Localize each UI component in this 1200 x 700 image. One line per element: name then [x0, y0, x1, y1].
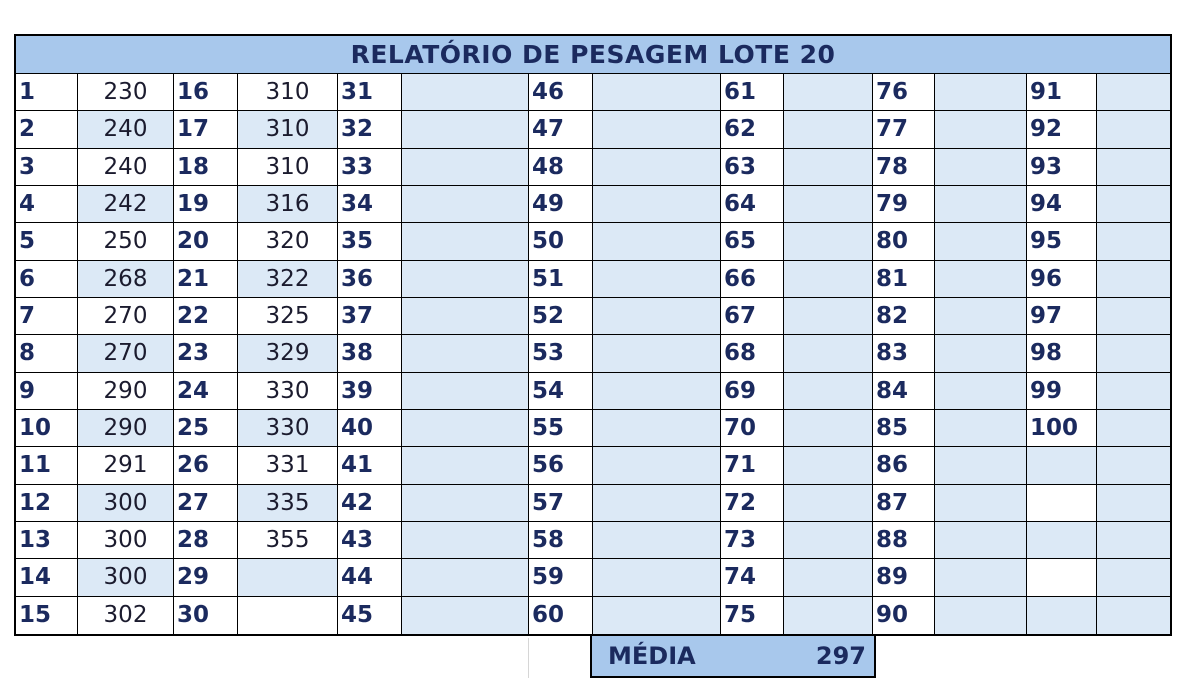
animal-number-cell: 64 — [721, 186, 784, 223]
weight-cell — [1097, 410, 1170, 447]
weight-cell — [935, 223, 1027, 260]
animal-number-cell: 46 — [529, 74, 593, 111]
animal-number-cell: 66 — [721, 261, 784, 298]
animal-number-cell: 96 — [1027, 261, 1097, 298]
weight-cell — [402, 410, 529, 447]
weight-cell — [784, 447, 873, 484]
weight-cell: 330 — [238, 410, 338, 447]
weight-cell — [935, 74, 1027, 111]
weight-cell — [784, 74, 873, 111]
animal-number-cell: 61 — [721, 74, 784, 111]
animal-number-cell: 12 — [16, 485, 78, 522]
animal-number-cell: 45 — [338, 597, 402, 634]
report-title: RELATÓRIO DE PESAGEM LOTE 20 — [16, 36, 1170, 74]
weight-cell — [1097, 186, 1170, 223]
weight-cell — [593, 186, 721, 223]
weight-cell: 331 — [238, 447, 338, 484]
weight-cell — [1097, 597, 1170, 634]
weight-cell: 355 — [238, 522, 338, 559]
weight-cell — [784, 149, 873, 186]
animal-number-cell: 5 — [16, 223, 78, 260]
animal-number-cell: 47 — [529, 111, 593, 148]
weight-cell: 310 — [238, 111, 338, 148]
animal-number-cell: 81 — [873, 261, 935, 298]
animal-number-cell: 26 — [174, 447, 238, 484]
weight-cell — [593, 335, 721, 372]
animal-number-cell: 3 — [16, 149, 78, 186]
animal-number-cell: 21 — [174, 261, 238, 298]
weight-cell — [593, 74, 721, 111]
weight-cell — [784, 485, 873, 522]
weight-cell — [935, 111, 1027, 148]
animal-number-cell: 89 — [873, 559, 935, 596]
weight-cell — [935, 335, 1027, 372]
animal-number-cell: 88 — [873, 522, 935, 559]
animal-number-cell: 9 — [16, 373, 78, 410]
weight-cell — [1097, 522, 1170, 559]
weight-cell — [593, 223, 721, 260]
weight-cell — [784, 335, 873, 372]
animal-number-cell: 37 — [338, 298, 402, 335]
animal-number-cell: 54 — [529, 373, 593, 410]
weight-cell — [935, 261, 1027, 298]
weight-cell — [402, 559, 529, 596]
animal-number-cell — [1027, 447, 1097, 484]
animal-number-cell: 25 — [174, 410, 238, 447]
weight-cell: 270 — [78, 335, 174, 372]
weight-cell — [402, 261, 529, 298]
weight-cell: 240 — [78, 111, 174, 148]
weight-cell — [1097, 223, 1170, 260]
weight-cell: 300 — [78, 559, 174, 596]
animal-number-cell — [1027, 559, 1097, 596]
animal-number-cell: 32 — [338, 111, 402, 148]
animal-number-cell: 17 — [174, 111, 238, 148]
animal-number-cell: 99 — [1027, 373, 1097, 410]
average-box — [590, 636, 876, 678]
animal-number-cell: 48 — [529, 149, 593, 186]
weight-cell: 320 — [238, 223, 338, 260]
weight-cell — [593, 447, 721, 484]
weight-cell — [784, 261, 873, 298]
animal-number-cell: 63 — [721, 149, 784, 186]
animal-number-cell: 79 — [873, 186, 935, 223]
animal-number-cell: 70 — [721, 410, 784, 447]
animal-number-cell: 93 — [1027, 149, 1097, 186]
weight-cell: 300 — [78, 485, 174, 522]
animal-number-cell: 55 — [529, 410, 593, 447]
animal-number-cell: 40 — [338, 410, 402, 447]
animal-number-cell: 77 — [873, 111, 935, 148]
animal-number-cell: 39 — [338, 373, 402, 410]
weight-cell — [402, 298, 529, 335]
weight-cell — [238, 597, 338, 634]
weight-cell — [593, 111, 721, 148]
average-value: 297 — [815, 642, 866, 670]
animal-number-cell: 43 — [338, 522, 402, 559]
animal-number-cell: 86 — [873, 447, 935, 484]
weight-cell — [935, 186, 1027, 223]
divider — [528, 638, 529, 678]
weight-cell — [593, 298, 721, 335]
weight-cell — [935, 447, 1027, 484]
weight-cell — [402, 447, 529, 484]
weight-cell — [1097, 335, 1170, 372]
animal-number-cell: 84 — [873, 373, 935, 410]
weight-cell: 302 — [78, 597, 174, 634]
weight-cell: 250 — [78, 223, 174, 260]
weight-cell: 335 — [238, 485, 338, 522]
weight-cell: 329 — [238, 335, 338, 372]
animal-number-cell: 34 — [338, 186, 402, 223]
weight-cell — [1097, 447, 1170, 484]
animal-number-cell: 83 — [873, 335, 935, 372]
weight-cell: 300 — [78, 522, 174, 559]
weight-cell — [935, 559, 1027, 596]
animal-number-cell: 28 — [174, 522, 238, 559]
animal-number-cell: 74 — [721, 559, 784, 596]
weight-cell — [784, 223, 873, 260]
weight-cell — [593, 485, 721, 522]
weight-cell — [593, 149, 721, 186]
weight-cell — [402, 522, 529, 559]
animal-number-cell: 29 — [174, 559, 238, 596]
animal-number-cell: 59 — [529, 559, 593, 596]
animal-number-cell: 27 — [174, 485, 238, 522]
weight-cell — [593, 522, 721, 559]
weight-cell — [935, 410, 1027, 447]
weight-cell — [935, 149, 1027, 186]
weight-cell: 322 — [238, 261, 338, 298]
weight-cell — [593, 373, 721, 410]
animal-number-cell: 44 — [338, 559, 402, 596]
weight-cell — [402, 485, 529, 522]
weight-cell — [1097, 485, 1170, 522]
weight-cell — [1097, 111, 1170, 148]
weight-cell — [1097, 261, 1170, 298]
animal-number-cell: 50 — [529, 223, 593, 260]
weight-cell — [402, 186, 529, 223]
animal-number-cell: 10 — [16, 410, 78, 447]
animal-number-cell: 31 — [338, 74, 402, 111]
animal-number-cell: 4 — [16, 186, 78, 223]
weight-cell: 242 — [78, 186, 174, 223]
weight-cell — [784, 373, 873, 410]
animal-number-cell: 35 — [338, 223, 402, 260]
animal-number-cell: 67 — [721, 298, 784, 335]
animal-number-cell: 60 — [529, 597, 593, 634]
average-label: MÉDIA — [608, 642, 696, 670]
weight-cell — [402, 373, 529, 410]
animal-number-cell: 36 — [338, 261, 402, 298]
animal-number-cell: 90 — [873, 597, 935, 634]
animal-number-cell — [1027, 597, 1097, 634]
animal-number-cell: 71 — [721, 447, 784, 484]
weight-cell — [593, 597, 721, 634]
animal-number-cell: 51 — [529, 261, 593, 298]
weight-cell: 268 — [78, 261, 174, 298]
animal-number-cell: 15 — [16, 597, 78, 634]
weight-cell — [1097, 298, 1170, 335]
animal-number-cell: 1 — [16, 74, 78, 111]
weight-cell — [593, 559, 721, 596]
animal-number-cell: 11 — [16, 447, 78, 484]
animal-number-cell: 33 — [338, 149, 402, 186]
animal-number-cell: 76 — [873, 74, 935, 111]
animal-number-cell — [1027, 485, 1097, 522]
weight-cell — [935, 373, 1027, 410]
weight-cell — [784, 410, 873, 447]
animal-number-cell: 87 — [873, 485, 935, 522]
weight-cell — [1097, 149, 1170, 186]
weight-cell: 290 — [78, 373, 174, 410]
animal-number-cell: 98 — [1027, 335, 1097, 372]
weight-cell — [402, 74, 529, 111]
weighing-report-table — [14, 34, 1172, 636]
animal-number-cell: 14 — [16, 559, 78, 596]
animal-number-cell: 53 — [529, 335, 593, 372]
weight-cell: 290 — [78, 410, 174, 447]
weight-cell — [593, 410, 721, 447]
animal-number-cell: 16 — [174, 74, 238, 111]
animal-number-cell: 6 — [16, 261, 78, 298]
animal-number-cell: 82 — [873, 298, 935, 335]
animal-number-cell: 78 — [873, 149, 935, 186]
animal-number-cell: 20 — [174, 223, 238, 260]
weight-cell — [784, 597, 873, 634]
weight-cell — [238, 559, 338, 596]
weight-cell: 316 — [238, 186, 338, 223]
animal-number-cell: 24 — [174, 373, 238, 410]
animal-number-cell: 19 — [174, 186, 238, 223]
weight-cell — [402, 111, 529, 148]
weight-cell: 330 — [238, 373, 338, 410]
animal-number-cell: 100 — [1027, 410, 1097, 447]
animal-number-cell: 30 — [174, 597, 238, 634]
weight-cell — [935, 485, 1027, 522]
weight-cell: 310 — [238, 74, 338, 111]
animal-number-cell: 7 — [16, 298, 78, 335]
weight-cell: 325 — [238, 298, 338, 335]
animal-number-cell: 62 — [721, 111, 784, 148]
weight-cell — [402, 149, 529, 186]
weight-cell — [784, 298, 873, 335]
weight-cell — [1097, 559, 1170, 596]
weight-cell — [402, 335, 529, 372]
animal-number-cell: 68 — [721, 335, 784, 372]
weight-cell — [402, 223, 529, 260]
animal-number-cell: 69 — [721, 373, 784, 410]
animal-number-cell: 41 — [338, 447, 402, 484]
animal-number-cell: 52 — [529, 298, 593, 335]
weight-cell — [1097, 373, 1170, 410]
weight-cell: 240 — [78, 149, 174, 186]
animal-number-cell: 97 — [1027, 298, 1097, 335]
animal-number-cell: 73 — [721, 522, 784, 559]
weight-cell — [402, 597, 529, 634]
animal-number-cell: 23 — [174, 335, 238, 372]
animal-number-cell: 80 — [873, 223, 935, 260]
weight-cell: 310 — [238, 149, 338, 186]
weight-cell: 270 — [78, 298, 174, 335]
animal-number-cell: 42 — [338, 485, 402, 522]
weight-cell: 291 — [78, 447, 174, 484]
animal-number-cell: 92 — [1027, 111, 1097, 148]
weight-cell — [935, 522, 1027, 559]
animal-number-cell: 72 — [721, 485, 784, 522]
animal-number-cell: 57 — [529, 485, 593, 522]
animal-number-cell: 22 — [174, 298, 238, 335]
animal-number-cell: 91 — [1027, 74, 1097, 111]
animal-number-cell: 75 — [721, 597, 784, 634]
animal-number-cell: 38 — [338, 335, 402, 372]
animal-number-cell: 95 — [1027, 223, 1097, 260]
weight-cell — [935, 597, 1027, 634]
animal-number-cell — [1027, 522, 1097, 559]
weight-cell — [935, 298, 1027, 335]
weight-cell — [784, 111, 873, 148]
animal-number-cell: 85 — [873, 410, 935, 447]
animal-number-cell: 56 — [529, 447, 593, 484]
weights-grid — [16, 74, 1170, 634]
weight-cell — [784, 522, 873, 559]
animal-number-cell: 65 — [721, 223, 784, 260]
weight-cell — [1097, 74, 1170, 111]
weight-cell — [784, 559, 873, 596]
animal-number-cell: 49 — [529, 186, 593, 223]
weight-cell: 230 — [78, 74, 174, 111]
animal-number-cell: 13 — [16, 522, 78, 559]
weight-cell — [593, 261, 721, 298]
animal-number-cell: 8 — [16, 335, 78, 372]
animal-number-cell: 94 — [1027, 186, 1097, 223]
animal-number-cell: 58 — [529, 522, 593, 559]
animal-number-cell: 2 — [16, 111, 78, 148]
weight-cell — [784, 186, 873, 223]
animal-number-cell: 18 — [174, 149, 238, 186]
